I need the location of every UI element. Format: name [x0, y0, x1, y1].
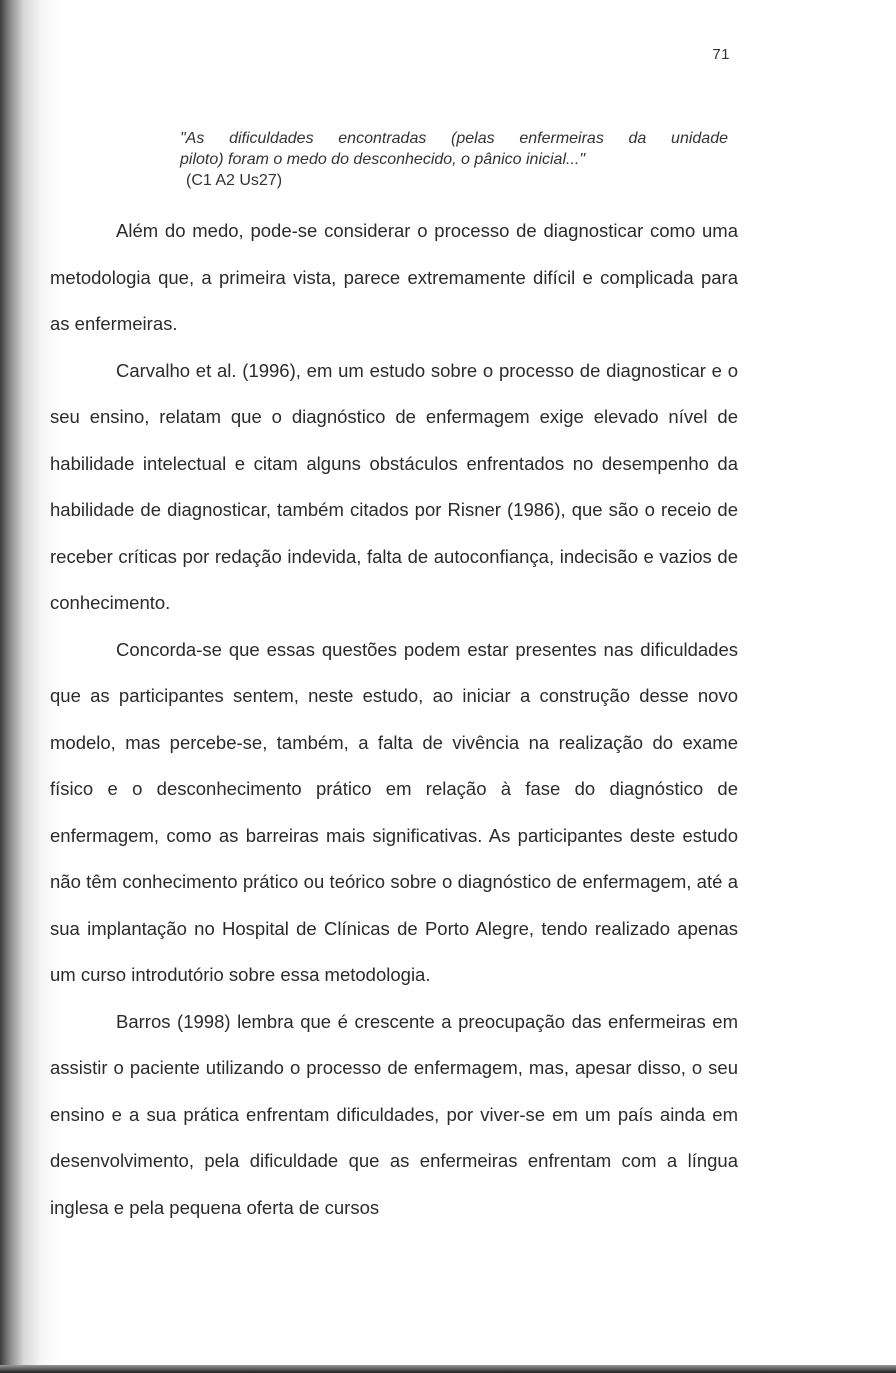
scan-bottom-edge [0, 1365, 896, 1373]
paragraph: Além do medo, pode-se considerar o processo de diagnosticar como uma metodologia que, a primeira vista, parece extremamente difícil e complicada para as enfermeiras. [50, 220, 738, 334]
page-number: 71 [712, 46, 730, 63]
paragraph: Barros (1998) lembra que é crescente a preocupação das enfermeiras em assistir o paciente utilizando o processo de enfermagem, mas, apesar disso, o seu ensino e a sua prática enfrentam dificuldades, por viver-se em um país ainda em desenvolvimento, pela dificuldade que as enfermeiras enfrentam com a língua inglesa e pela pequena oferta de cursos [50, 1010, 738, 1218]
body-text [50, 208, 738, 1231]
quote-line-2: piloto) foram o medo do desconhecido, o pânico inicial..." [180, 151, 586, 168]
quote-line-1: "As dificuldades encontradas (pelas enfermeiras da unidade [180, 130, 728, 147]
paragraph: Carvalho et al. (1996), em um estudo sobre o processo de diagnosticar e o seu ensino, relatam que o diagnóstico de enfermagem exige elevado nível de habilidade intelectual e citam alguns obstáculos enfrentados no desempenho da habilidade de diagnosticar, também citados por Risner (1986), que são o receio de receber críticas por redação indevida, falta de autoconfiança, indecisão e vazios de conhecimento. [50, 359, 738, 613]
paragraph: Concorda-se que essas questões podem estar presentes nas dificuldades que as participantes sentem, neste estudo, ao iniciar a construção desse novo modelo, mas percebe-se, também, a falta de vivência na realização do exame físico e o desconhecimento prático em relação à fase do diagnóstico de enfermagem, como as barreiras mais significativas. As participantes deste estudo não têm conhecimento prático ou teórico sobre o diagnóstico de enfermagem, até a sua implantação no Hospital de Clínicas de Porto Alegre, tendo realizado apenas um curso introdutório sobre essa metodologia. [50, 638, 738, 985]
block-quote [180, 128, 728, 191]
quote-citation: (C1 A2 Us27) [186, 172, 283, 189]
